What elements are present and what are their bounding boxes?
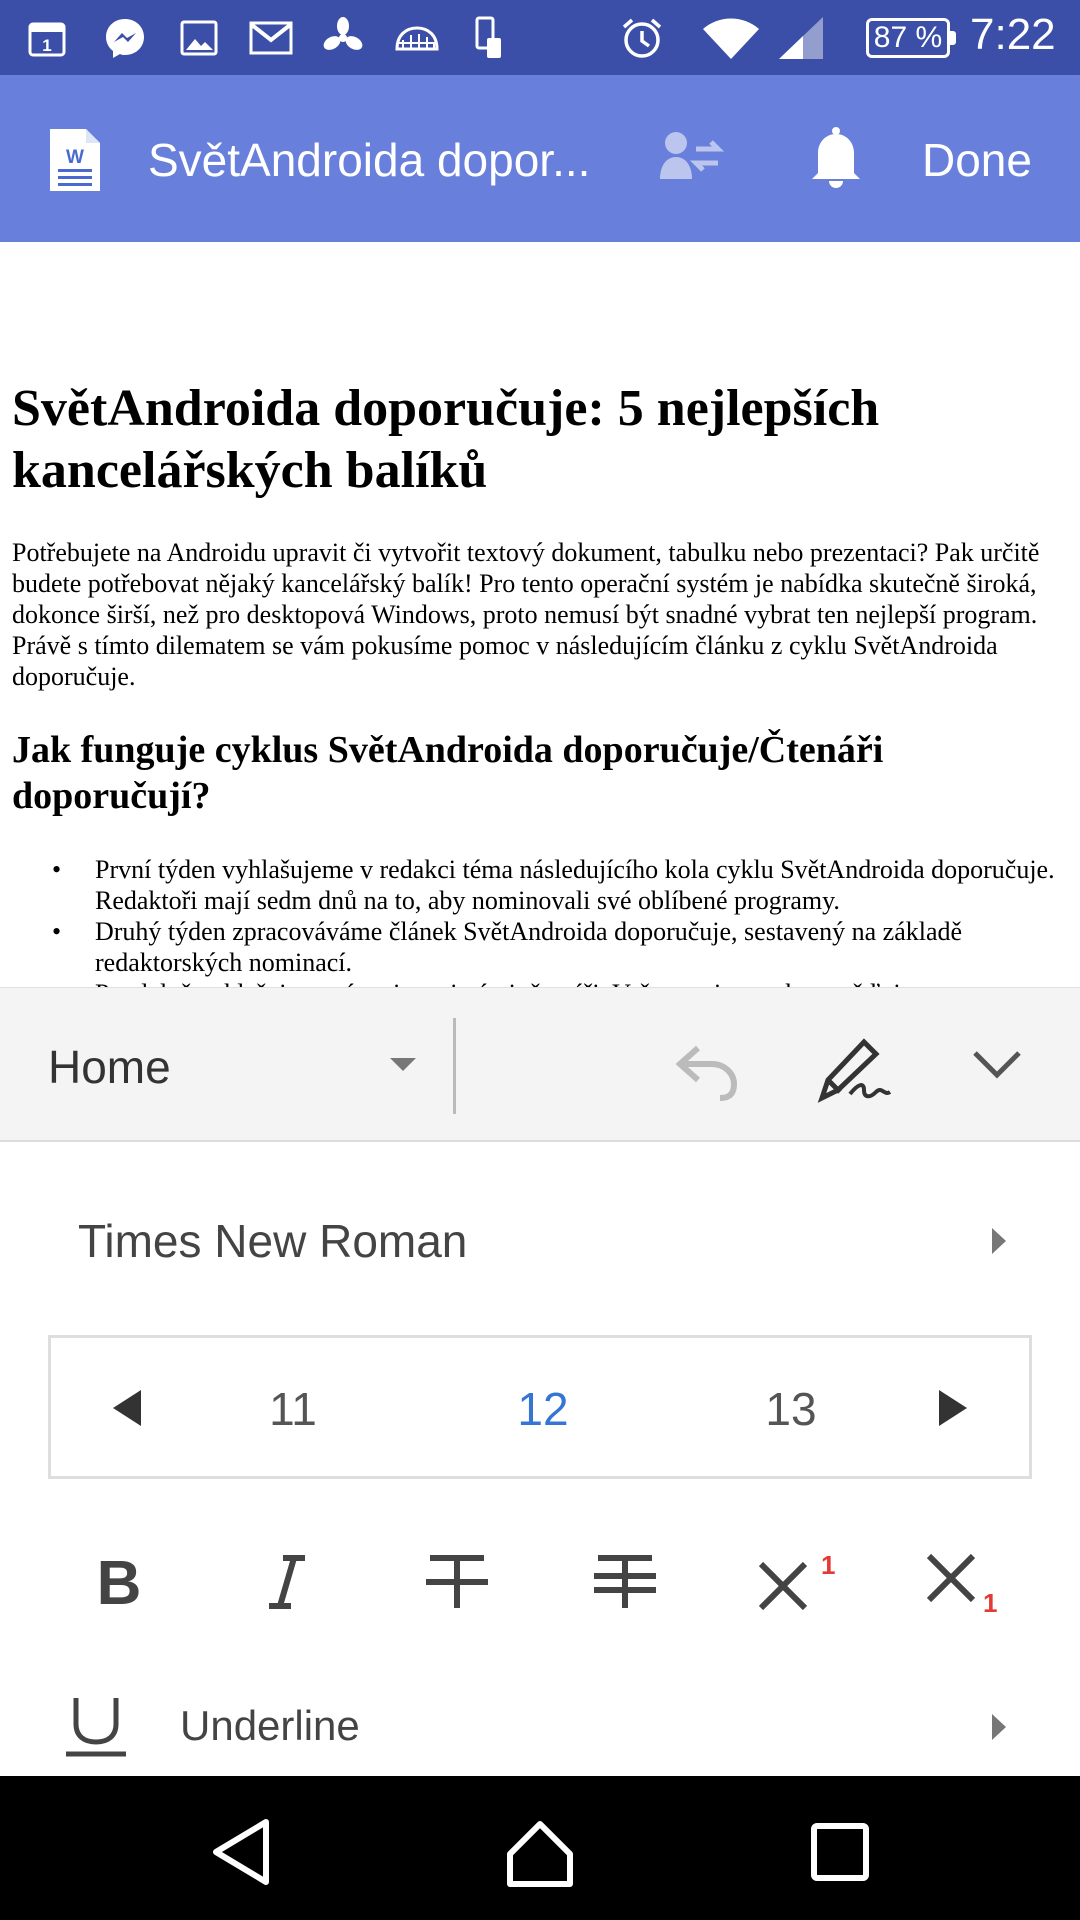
share-icon[interactable] <box>658 127 724 187</box>
recents-icon[interactable] <box>800 1812 880 1892</box>
word-document-icon <box>48 127 102 193</box>
double-strikethrough-button[interactable] <box>570 1532 680 1632</box>
bullet-list <box>0 854 1080 1009</box>
font-size-option[interactable]: 11 <box>269 1383 317 1435</box>
signal-icon <box>776 14 826 62</box>
italic-icon <box>257 1552 317 1612</box>
messenger-icon <box>102 14 148 62</box>
alarm-icon <box>618 14 666 62</box>
document-title[interactable]: SvětAndroida dopor... <box>148 134 591 186</box>
pen-icon[interactable] <box>812 1028 892 1108</box>
size-next-button[interactable] <box>939 1390 967 1426</box>
bell-icon[interactable] <box>808 125 864 189</box>
subscript-icon <box>923 1550 1003 1618</box>
chevron-right-icon <box>992 1228 1006 1254</box>
chevron-right-icon <box>992 1714 1006 1740</box>
strikethrough-button[interactable] <box>402 1532 512 1632</box>
svg-text:1: 1 <box>821 1550 836 1580</box>
font-name: Times New Roman <box>78 1215 468 1267</box>
list-item: • Druhý týden zpracováváme článek SvětAndroida doporučuje, sestavený na základě redaktorských nominací. <box>0 916 1080 978</box>
document-page[interactable] <box>0 242 1080 987</box>
italic-button[interactable] <box>232 1532 342 1632</box>
status-bar <box>0 0 1080 75</box>
gallery-icon <box>178 14 220 62</box>
bold-icon <box>89 1549 149 1618</box>
font-size-selected[interactable]: 12 <box>517 1383 569 1435</box>
superscript-icon <box>755 1550 835 1614</box>
svg-text:1: 1 <box>983 1588 998 1618</box>
done-button[interactable]: Done <box>922 134 1032 186</box>
toolbar-divider <box>453 1018 456 1114</box>
dropdown-arrow-icon[interactable] <box>390 1058 416 1071</box>
ribbon-toolbar <box>0 987 1080 1142</box>
pinwheel-icon <box>320 14 366 62</box>
wifi-icon <box>700 14 762 62</box>
back-icon[interactable] <box>202 1812 282 1892</box>
double-strikethrough-icon <box>590 1552 660 1612</box>
strikethrough-icon <box>422 1552 492 1612</box>
formatting-panel <box>0 1142 1080 1776</box>
bold-button[interactable] <box>64 1532 174 1632</box>
document-paragraph: Potřebujete na Androidu upravit či vytvořit textový dokument, tabulku nebo prezentaci? Pak určitě budete potřebovat nějaký kancelářský balík! Pro tento operační systém je nabídka skutečně široká, dokonce širší, než pro desktopová Windows, proto nemusí být snadné vybrat ten nejlepší program. Právě s tímto dilematem se vám pokusíme pomoc v následujícím článku z cyklu SvětAndroida doporučuje. <box>12 538 1040 691</box>
list-item: • První týden vyhlašujeme v redakci téma následujícího kola cyklu SvětAndroida doporučuje. Redaktoři mají sedm dnů na to, aby nominovali své oblíbené programy. <box>0 854 1080 916</box>
app-bar <box>0 75 1080 242</box>
subscript-button[interactable] <box>908 1532 1018 1632</box>
home-icon[interactable] <box>500 1812 580 1892</box>
superscript-button[interactable] <box>740 1532 850 1632</box>
underline-option[interactable] <box>0 1682 1080 1776</box>
stadium-icon <box>392 14 442 62</box>
document-heading: SvětAndroida doporučuje: 5 nejlepších kancelářských balíků <box>12 380 880 499</box>
calendar-icon <box>26 14 68 62</box>
underline-icon <box>62 1694 130 1758</box>
collapse-icon[interactable] <box>970 1044 1024 1084</box>
svg-text:W: W <box>66 147 84 168</box>
size-previous-button[interactable] <box>113 1390 141 1426</box>
undo-icon[interactable] <box>672 1038 744 1100</box>
underline-label: Underline <box>180 1702 360 1749</box>
font-size-picker <box>48 1335 1032 1479</box>
status-time: 7:22 <box>970 10 1056 59</box>
font-selector[interactable] <box>0 1192 1080 1292</box>
document-subheading: Jak funguje cyklus SvětAndroida doporučuje/Čtenáři doporučují? <box>12 729 884 817</box>
gmail-icon <box>248 14 294 62</box>
phone-icon <box>470 14 506 62</box>
svg-text:1: 1 <box>42 36 52 55</box>
format-buttons-row <box>0 1532 1080 1632</box>
navigation-bar <box>0 1776 1080 1920</box>
battery-indicator: 87 % <box>866 18 950 58</box>
font-size-option[interactable]: 13 <box>765 1383 817 1435</box>
ribbon-tab-selector[interactable]: Home <box>48 1041 171 1093</box>
svg-text:B: B <box>96 1549 142 1618</box>
